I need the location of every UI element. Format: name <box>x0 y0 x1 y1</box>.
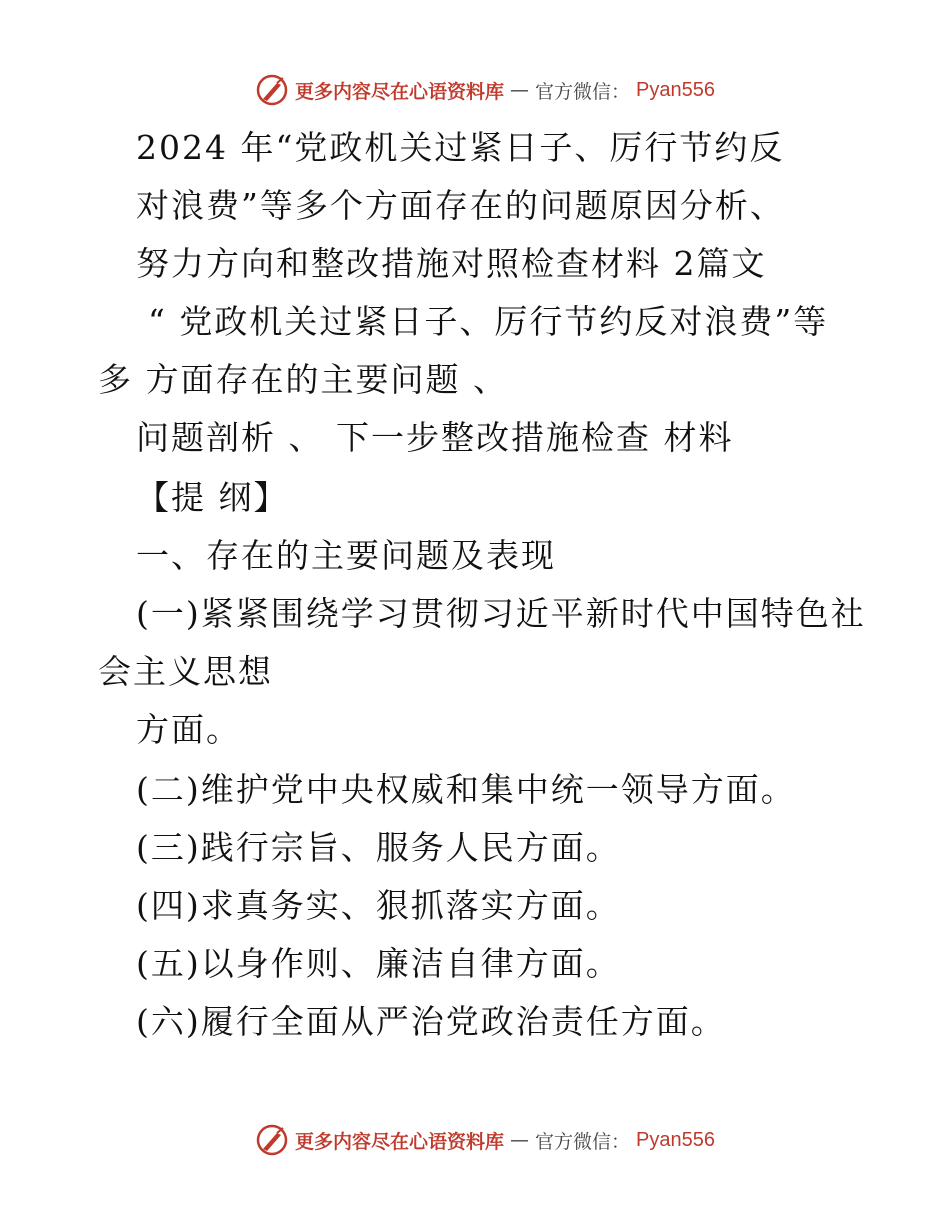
watermark-site: 更多内容尽在心语资料库 <box>295 1130 505 1153</box>
watermark-wechat-id: Pyan556 <box>636 1128 715 1151</box>
footer-watermark <box>0 1120 950 1160</box>
watermark-separator: — <box>510 79 530 101</box>
outline-item: (二)维护党中央权威和集中统一领导方面。 <box>136 770 796 809</box>
quill-pen-logo-icon <box>255 73 289 107</box>
title-line-3: 努力方向和整改措施对照检查材料 2篇文 <box>136 244 767 283</box>
title-line-1: 2024 年“党政机关过紧日子、厉行节约反 <box>136 128 785 167</box>
watermark-wechat-label: 官方微信： <box>535 1130 631 1153</box>
subtitle-line-1: “ 党政机关过紧日子、厉行节约反对浪费”等 <box>148 302 829 341</box>
subtitle-line-3: 问题剖析 、 下一步整改措施检查 材料 <box>136 418 734 457</box>
outline-item: (六)履行全面从严治党政治责任方面。 <box>136 1002 726 1041</box>
subtitle-line-2: 多 方面存在的主要问题 、 <box>98 360 508 399</box>
outline-item: (四)求真务实、狠抓落实方面。 <box>136 886 621 925</box>
title-line-2: 对浪费”等多个方面存在的问题原因分析、 <box>136 186 785 225</box>
quill-pen-logo-icon <box>255 1123 289 1157</box>
watermark-separator: — <box>510 1129 530 1151</box>
watermark-site: 更多内容尽在心语资料库 <box>295 80 505 103</box>
outline-item: 方面。 <box>136 710 241 749</box>
watermark-wechat-id: Pyan556 <box>636 78 715 101</box>
outline-item: (一)紧紧围绕学习贯彻习近平新时代中国特色社 <box>136 594 866 633</box>
outline-item: (三)践行宗旨、服务人民方面。 <box>136 828 621 867</box>
outline-heading: 【提 纲】 <box>136 478 289 517</box>
section-heading-1: 一、存在的主要问题及表现 <box>136 536 556 575</box>
outline-item: 会主义思想 <box>98 652 273 691</box>
watermark-wechat-label: 官方微信： <box>535 80 631 103</box>
outline-item: (五)以身作则、廉洁自律方面。 <box>136 944 621 983</box>
header-watermark <box>0 70 950 110</box>
